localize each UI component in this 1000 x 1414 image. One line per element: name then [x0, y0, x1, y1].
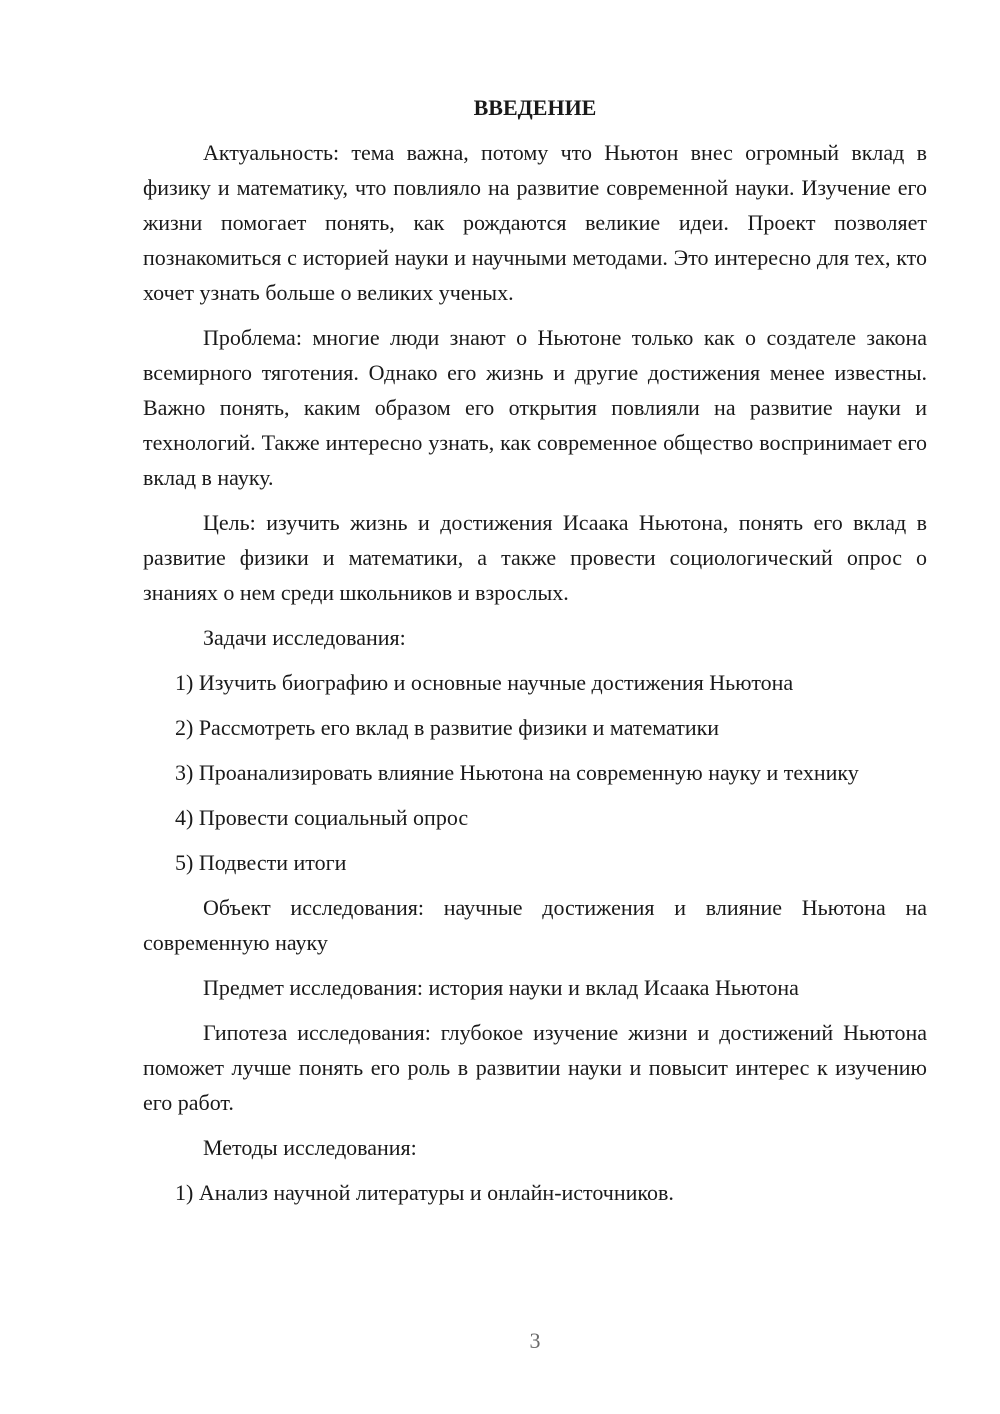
object-paragraph: Объект исследования: научные достижения и влияние Ньютона на современную науку: [143, 895, 927, 955]
task-item-4: 4) Провести социальный опрос: [175, 805, 469, 830]
tasks-title: Задачи исследования:: [203, 625, 406, 650]
goal-paragraph: Цель: изучить жизнь и достижения Исаака Ньютона, понять его вклад в развитие физики и математики, а также провести социологический опрос о знаниях о нем среди школьников и взрослых.: [143, 510, 927, 605]
problem-paragraph: Проблема: многие люди знают о Ньютоне только как о создателе закона всемирного тяготения. Однако его жизнь и другие достижения менее известны. Важно понять, каким образом его открытия повлияли на развитие науки и технологий. Также интересно узнать, как современное общество воспринимает его вклад в науку.: [143, 325, 927, 490]
task-item-3: 3) Проанализировать влияние Ньютона на современную науку и технику: [175, 760, 859, 785]
task-item-5: 5) Подвести итоги: [175, 850, 347, 875]
page-number: 3: [529, 1328, 541, 1353]
hypothesis-paragraph: Гипотеза исследования: глубокое изучение жизни и достижений Ньютона поможет лучше понять его роль в развитии науки и повысит интерес к изучению его работ.: [143, 1020, 927, 1115]
task-item-1: 1) Изучить биографию и основные научные достижения Ньютона: [175, 670, 794, 695]
task-item-2: 2) Рассмотреть его вклад в развитие физики и математики: [175, 715, 720, 740]
relevance-paragraph: Актуальность: тема важна, потому что Ньютон внес огромный вклад в физику и математику, что повлияло на развитие современной науки. Изучение его жизни помогает понять, как рождаются великие идеи. Проект позволяет познакомиться с историей науки и научными методами. Это интересно для тех, кто хочет узнать больше о великих ученых.: [143, 140, 927, 305]
method-item-1: 1) Анализ научной литературы и онлайн-источников.: [175, 1180, 674, 1205]
page-content: [143, 90, 927, 1220]
section-heading: ВВЕДЕНИЕ: [473, 95, 597, 120]
subject-paragraph: Предмет исследования: история науки и вклад Исаака Ньютона: [203, 975, 799, 1000]
methods-title: Методы исследования:: [203, 1135, 417, 1160]
